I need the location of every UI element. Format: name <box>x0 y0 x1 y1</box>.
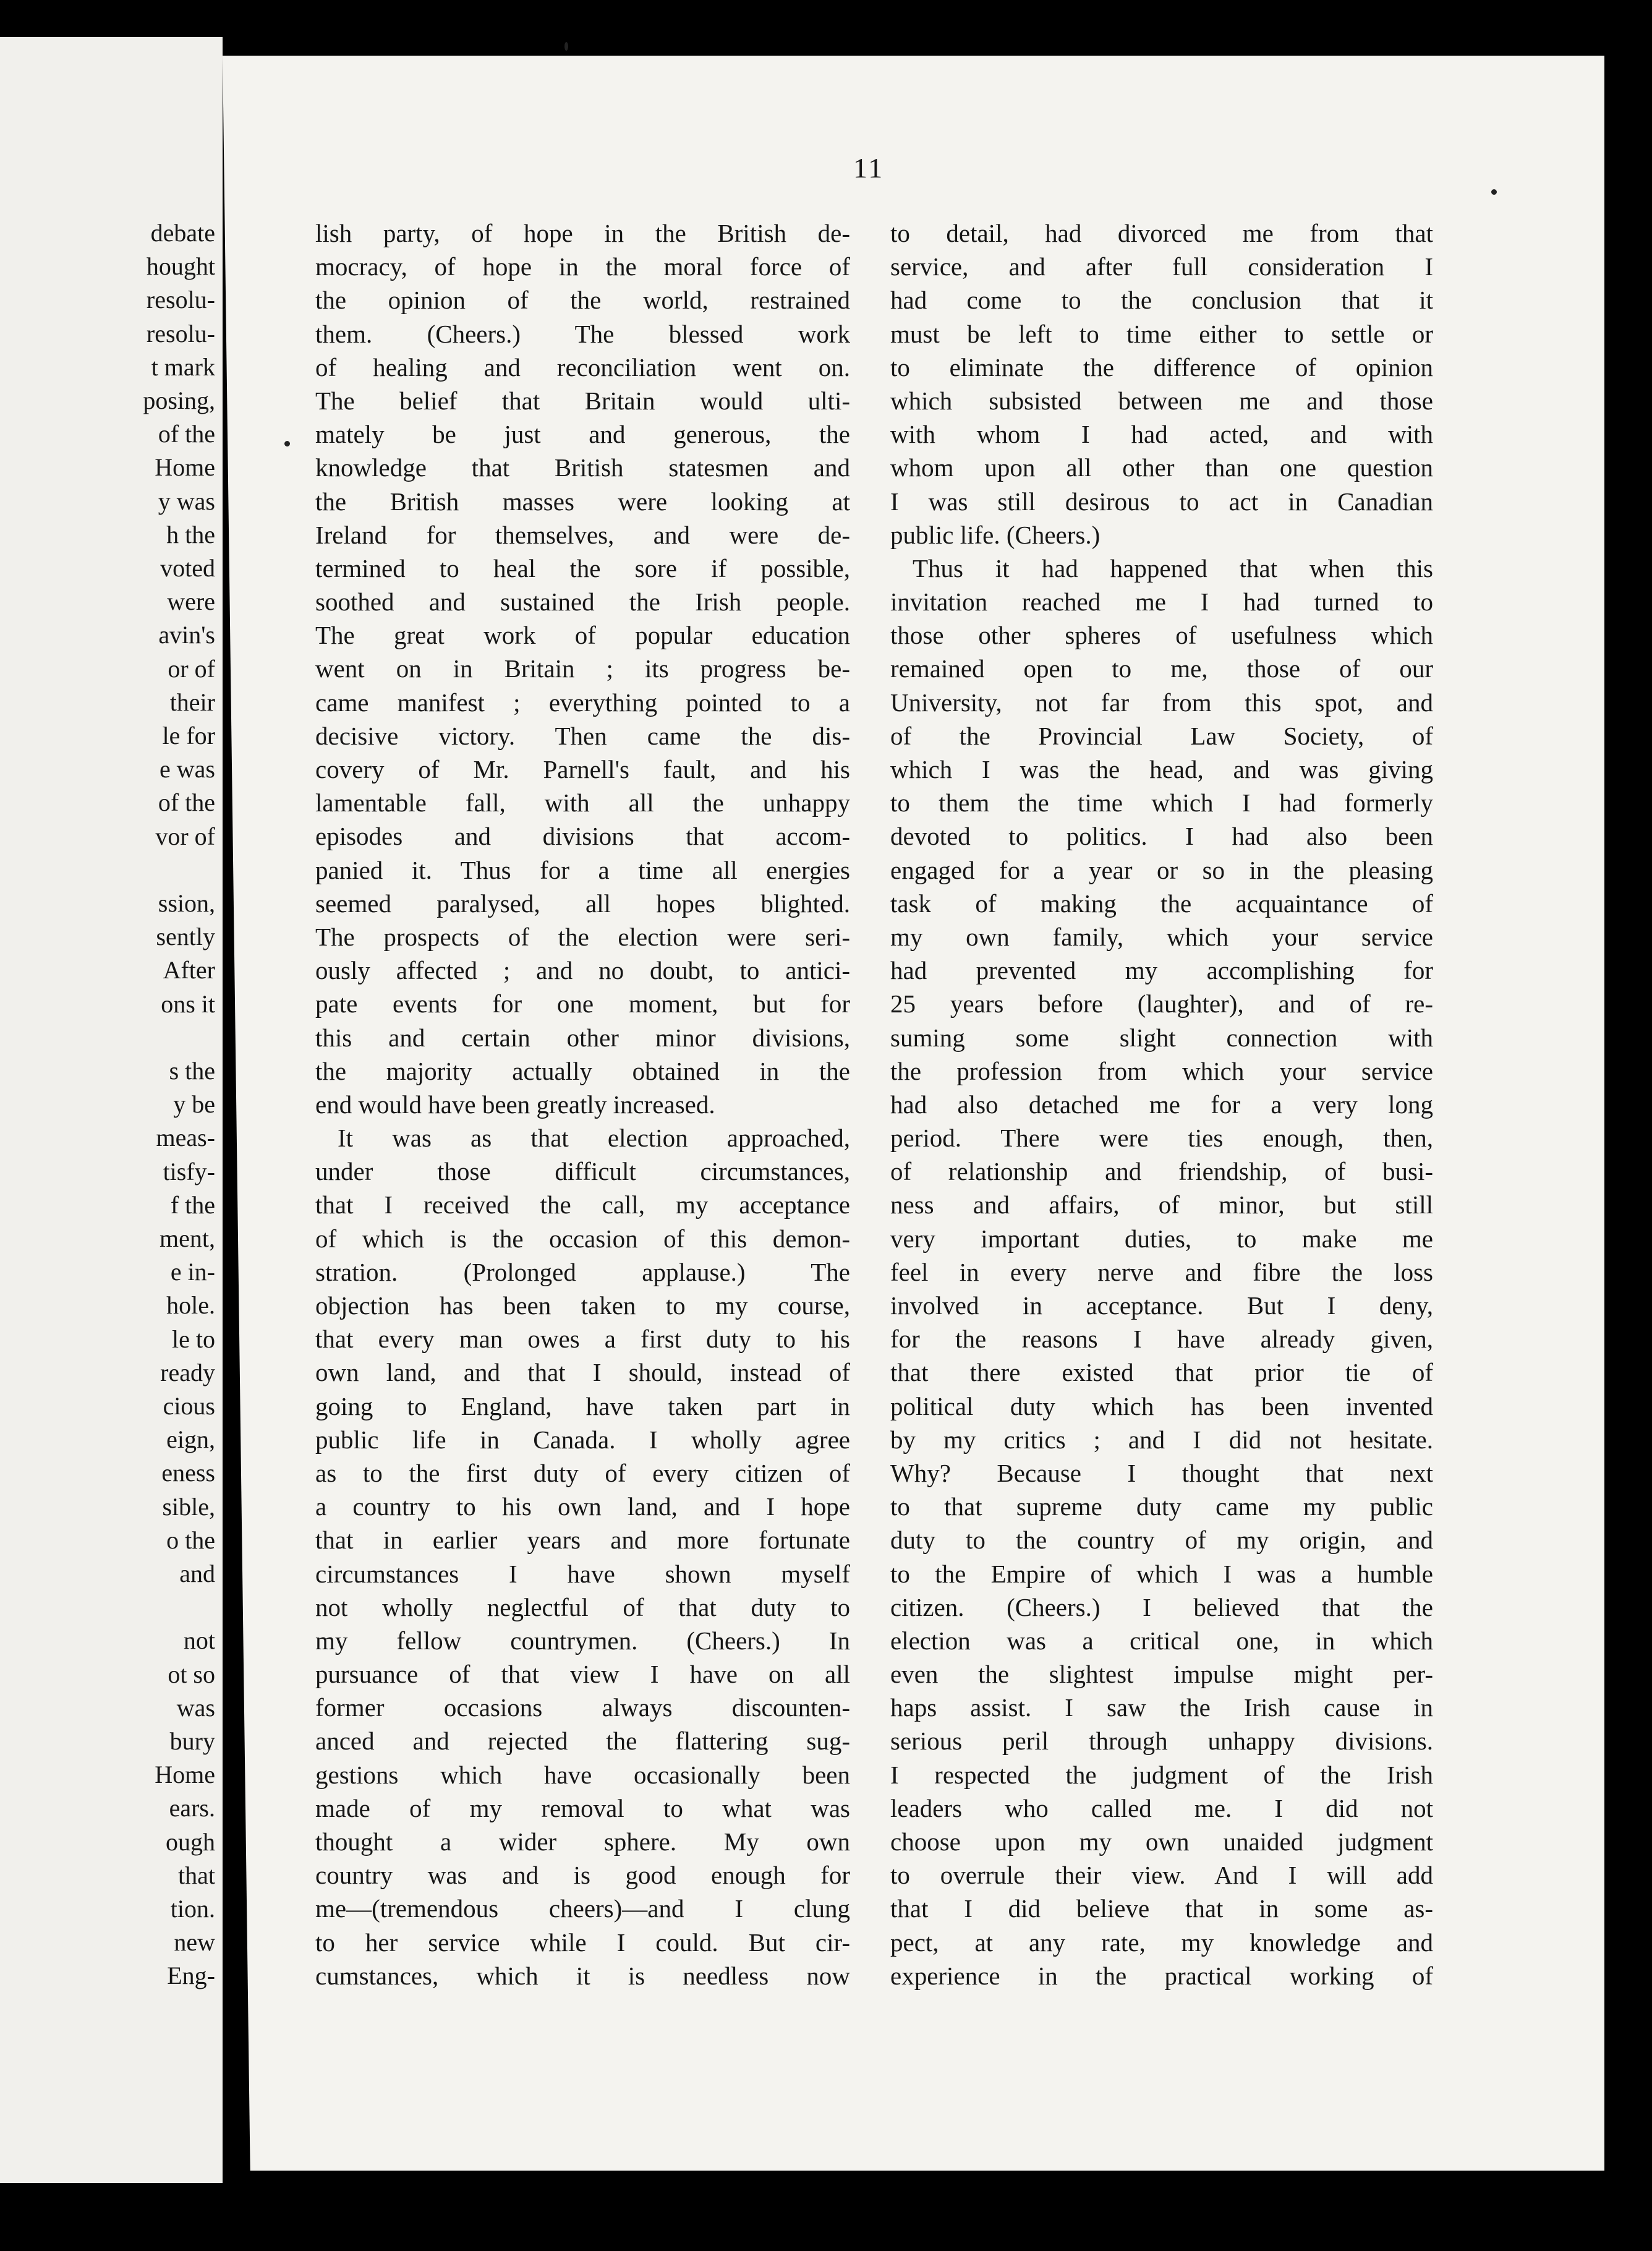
text-line: pect, at any rate, my knowledge and <box>890 1928 1433 1957</box>
text-line: engaged for a year or so in the pleasing <box>890 855 1433 884</box>
text-line: which I was the head, and was giving <box>890 755 1433 784</box>
text-line: gestions which have occasionally been <box>315 1760 850 1789</box>
text-line: ness and affairs, of minor, but still <box>890 1190 1433 1219</box>
facing-page-text-fragment: not <box>183 1626 215 1655</box>
facing-page-text-fragment: eign, <box>166 1425 215 1454</box>
text-line: duty to the country of my origin, and <box>890 1526 1433 1555</box>
text-line: circumstances I have shown myself <box>315 1559 850 1588</box>
text-line: a country to his own land, and I hope <box>315 1492 850 1521</box>
facing-page-text-fragment: f the <box>170 1190 215 1219</box>
text-line: The great work of popular education <box>315 621 850 650</box>
text-line: task of making the acquaintance of <box>890 889 1433 918</box>
text-line: that I did believe that in some as- <box>890 1894 1433 1923</box>
text-line: feel in every nerve and fibre the loss <box>890 1257 1433 1286</box>
text-line: of healing and reconciliation went on. <box>315 352 850 382</box>
text-line: It was as that election approached, <box>338 1124 850 1153</box>
text-line: to overrule their view. And I will add <box>890 1861 1433 1890</box>
facing-page-text-fragment: t mark <box>151 352 215 381</box>
facing-page-text-fragment: new <box>174 1928 215 1957</box>
text-line: period. There were ties enough, then, <box>890 1124 1433 1153</box>
text-line: haps assist. I saw the Irish cause in <box>890 1693 1433 1722</box>
text-line: came manifest ; everything pointed to a <box>315 688 850 717</box>
text-line: Ireland for themselves, and were de- <box>315 520 850 549</box>
text-line: with whom I had acted, and with <box>890 420 1433 449</box>
facing-page-text-fragment: Home <box>155 1761 215 1789</box>
text-line: pursuance of that view I have on all <box>315 1660 850 1689</box>
text-line: my fellow countrymen. (Cheers.) In <box>315 1626 850 1655</box>
text-line: own land, and that I should, instead of <box>315 1358 850 1387</box>
facing-page-text-fragment: posing, <box>143 387 215 414</box>
facing-page-text-fragment: avin's <box>158 621 215 649</box>
text-line: which subsisted between me and those <box>890 386 1433 415</box>
facing-page-fragment <box>0 37 223 2183</box>
text-line: involved in acceptance. But I deny, <box>890 1291 1433 1320</box>
text-line: suming some slight connection with <box>890 1023 1433 1052</box>
facing-page-text-fragment: y was <box>158 487 215 515</box>
text-line: termined to heal the sore if possible, <box>315 553 850 583</box>
text-line: serious peril through unhappy divisions. <box>890 1727 1433 1756</box>
text-line: to the Empire of which I was a humble <box>890 1559 1433 1588</box>
text-line: country was and is good enough for <box>315 1861 850 1890</box>
facing-page-text-fragment: voted <box>160 554 215 582</box>
text-line: election was a critical one, in which <box>890 1626 1433 1655</box>
text-line: decisive victory. Then came the dis- <box>315 721 850 750</box>
text-line: of relationship and friendship, of busi- <box>890 1157 1433 1186</box>
text-line: of the Provincial Law Society, of <box>890 721 1433 750</box>
facing-page-text-fragment: ough <box>166 1827 215 1856</box>
text-line: end would have been greatly increased. <box>315 1090 715 1119</box>
text-line: mately be just and generous, the <box>315 420 850 449</box>
text-line: whom upon all other than one question <box>890 453 1433 482</box>
facing-page-text-fragment: eness <box>161 1459 215 1487</box>
text-line: by my critics ; and I did not hesitate. <box>890 1425 1433 1454</box>
facing-page-text-fragment: was <box>176 1693 215 1722</box>
text-line: remained open to me, those of our <box>890 654 1433 683</box>
text-line: The prospects of the election were seri- <box>315 922 850 951</box>
facing-page-text-fragment: hought <box>146 252 215 281</box>
page-number: 11 <box>853 152 885 184</box>
text-line: to her service while I could. But cir- <box>315 1928 850 1957</box>
facing-page-text-fragment: ready <box>160 1358 215 1386</box>
text-line: the opinion of the world, restrained <box>315 286 850 315</box>
text-line: objection has been taken to my course, <box>315 1291 850 1320</box>
text-line: covery of Mr. Parnell's fault, and his <box>315 755 850 784</box>
text-line: my own family, which your service <box>890 922 1433 951</box>
text-line: the profession from which your service <box>890 1056 1433 1085</box>
print-speck <box>564 42 568 51</box>
text-line: as to the first duty of every citizen of <box>315 1458 850 1487</box>
text-line: thought a wider sphere. My own <box>315 1827 850 1856</box>
text-line: anced and rejected the flattering sug- <box>315 1727 850 1756</box>
text-line: The belief that Britain would ulti- <box>315 386 850 415</box>
facing-page-text-fragment: ot so <box>168 1660 215 1688</box>
text-line: lamentable fall, with all the unhappy <box>315 788 850 818</box>
text-line: former occasions always discounten- <box>315 1693 850 1722</box>
facing-page-text-fragment: meas- <box>156 1124 215 1152</box>
text-column-left <box>315 216 850 1993</box>
text-line: 25 years before (laughter), and of re- <box>890 989 1433 1019</box>
text-line: that there existed that prior tie of <box>890 1358 1433 1387</box>
facing-page-text-fragment: le to <box>172 1325 215 1353</box>
text-line: University, not far from this spot, and <box>890 688 1433 717</box>
text-line: cumstances, which it is needless now <box>315 1961 850 1990</box>
facing-page-text-fragment: sently <box>156 923 215 951</box>
text-line: to them the time which I had formerly <box>890 788 1433 818</box>
text-line: episodes and divisions that accom- <box>315 822 850 851</box>
text-line: I was still desirous to act in Canadian <box>890 487 1433 516</box>
text-column-right <box>890 216 1433 1993</box>
facing-page-text-fragment: ssion, <box>158 889 215 917</box>
text-line: stration. (Prolonged applause.) The <box>315 1257 850 1286</box>
text-line: to eliminate the difference of opinion <box>890 352 1433 382</box>
text-line: political duty which has been invented <box>890 1391 1433 1420</box>
text-line: going to England, have taken part in <box>315 1391 850 1420</box>
facing-page-text-fragment: vor of <box>155 822 215 850</box>
text-line: soothed and sustained the Irish people. <box>315 587 850 617</box>
text-line: of which is the occasion of this demon- <box>315 1224 850 1253</box>
text-line: to detail, had divorced me from that <box>890 219 1433 247</box>
facing-page-text-fragment: or of <box>168 654 215 683</box>
text-line: under those difficult circumstances, <box>315 1157 850 1186</box>
text-line: even the slightest impulse might per- <box>890 1660 1433 1689</box>
text-line: very important duties, to make me <box>890 1224 1433 1253</box>
text-line: made of my removal to what was <box>315 1793 850 1822</box>
text-line: those other spheres of usefulness which <box>890 621 1433 650</box>
text-line: seemed paralysed, all hopes blighted. <box>315 889 850 918</box>
text-line: devoted to politics. I had also been <box>890 822 1433 851</box>
text-line: went on in Britain ; its progress be- <box>315 654 850 683</box>
facing-page-text-fragment: cious <box>163 1392 215 1420</box>
text-line: to that supreme duty came my public <box>890 1492 1433 1521</box>
text-line: service, and after full consideration I <box>890 252 1433 281</box>
facing-page-text-fragment: and <box>179 1560 215 1587</box>
facing-page-text-fragment: that <box>178 1861 215 1889</box>
facing-page-text-fragment: tion. <box>170 1895 215 1923</box>
facing-page-text-fragment: tisfy- <box>163 1157 215 1185</box>
text-line: Thus it had happened that when this <box>913 553 1433 583</box>
print-speck <box>284 441 290 446</box>
text-line: experience in the practical working of <box>890 1961 1433 1990</box>
text-line: mocracy, of hope in the moral force of <box>315 252 850 281</box>
facing-page-text-fragment: were <box>167 587 215 616</box>
text-line: panied it. Thus for a time all energies <box>315 855 850 884</box>
text-line: had come to the conclusion that it <box>890 286 1433 315</box>
facing-page-text-fragment: resolu- <box>146 319 215 348</box>
text-line: leaders who called me. I did not <box>890 1793 1433 1822</box>
text-line: choose upon my own unaided judgment <box>890 1827 1433 1856</box>
facing-page-text-fragment: h the <box>166 520 215 549</box>
facing-page-text-fragment: y be <box>173 1090 215 1119</box>
text-line: knowledge that British statesmen and <box>315 453 850 482</box>
text-line: me—(tremendous cheers)—and I clung <box>315 1894 850 1923</box>
text-line: this and certain other minor divisions, <box>315 1023 850 1052</box>
facing-page-text-fragment: s the <box>169 1057 215 1085</box>
text-line: had also detached me for a very long <box>890 1090 1433 1119</box>
text-line: citizen. (Cheers.) I believed that the <box>890 1592 1433 1621</box>
facing-page-text-fragment: Home <box>155 453 215 482</box>
facing-page-text-fragment: resolu- <box>146 286 215 314</box>
facing-page-text-fragment: e in- <box>170 1258 215 1286</box>
facing-page-text-fragment: of the <box>158 788 215 817</box>
text-line: that in earlier years and more fortunate <box>315 1526 850 1555</box>
text-line: public life in Canada. I wholly agree <box>315 1425 850 1454</box>
text-line: the British masses were looking at <box>315 487 850 516</box>
text-line: ously affected ; and no doubt, to antici- <box>315 956 850 985</box>
text-line: I respected the judgment of the Irish <box>890 1760 1433 1789</box>
facing-page-text-fragment: Eng- <box>167 1962 215 1990</box>
facing-page-text-fragment: sible, <box>162 1492 215 1521</box>
facing-page-text-fragment: le for <box>162 722 215 750</box>
facing-page-text-fragment: debate <box>150 219 215 247</box>
text-line: Why? Because I thought that next <box>890 1458 1433 1487</box>
text-line: invitation reached me I had turned to <box>890 587 1433 617</box>
text-line: pate events for one moment, but for <box>315 989 850 1019</box>
text-line: not wholly neglectful of that duty to <box>315 1592 850 1621</box>
text-line: public life. (Cheers.) <box>890 520 1101 549</box>
text-line: that I received the call, my acceptance <box>315 1190 850 1219</box>
facing-page-text-fragment: o the <box>166 1526 215 1554</box>
facing-page-text-fragment: hole. <box>166 1291 215 1320</box>
facing-page-text-fragment: bury <box>169 1727 215 1755</box>
facing-page-text-fragment: ears. <box>169 1794 215 1822</box>
text-line: them. (Cheers.) The blessed work <box>315 319 850 348</box>
print-speck <box>1491 189 1497 195</box>
facing-page-text-fragment: e was <box>160 755 215 784</box>
facing-page-text-fragment: After <box>163 956 215 985</box>
text-line: for the reasons I have already given, <box>890 1325 1433 1354</box>
text-line: the majority actually obtained in the <box>315 1056 850 1085</box>
text-line: that every man owes a first duty to his <box>315 1325 850 1354</box>
text-line: lish party, of hope in the British de- <box>315 219 850 247</box>
text-line: must be left to time either to settle or <box>890 319 1433 348</box>
facing-page-text-fragment: of the <box>158 420 215 448</box>
facing-page-text-fragment: ment, <box>160 1224 215 1252</box>
facing-page-text-fragment: their <box>169 688 215 716</box>
facing-page-text-fragment: ons it <box>161 989 215 1018</box>
text-line: had prevented my accomplishing for <box>890 956 1433 985</box>
